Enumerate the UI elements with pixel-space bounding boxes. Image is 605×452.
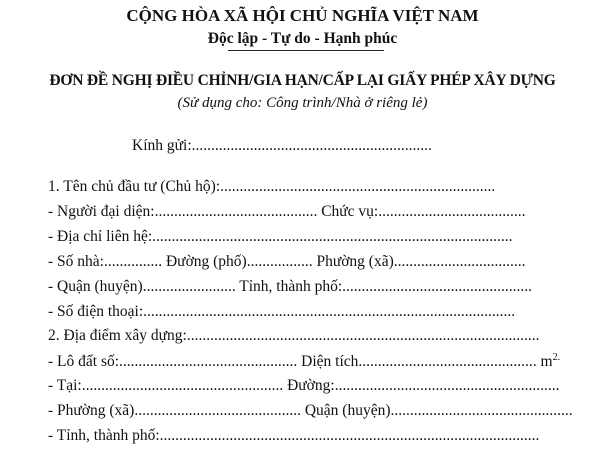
area-unit-superscript: 2. <box>552 352 561 363</box>
form-subtitle: (Sử dụng cho: Công trình/Nhà ở riêng lẻ) <box>177 95 428 111</box>
lot-area-row <box>48 352 596 371</box>
national-title: CỘNG HÒA XÃ HỘI CHỦ NGHĨA VIỆT NAM <box>126 6 479 25</box>
investor-name-line: 1. Tên chủ đầu tư (Chủ hộ):....................................................................... <box>48 178 496 195</box>
ward-district-line: - Phường (xã)........................................... Quận (huyện)............................................... <box>48 402 573 419</box>
construction-location-line: 2. Địa điểm xây dựng:........................................................................................... <box>48 327 540 344</box>
phone-line: - Số điện thoại:................................................................................................ <box>48 303 516 320</box>
recipient-line: Kính gửi:.............................................................. <box>132 137 432 154</box>
motto: Độc lập - Tự do - Hạnh phúc <box>207 30 398 47</box>
form-title: ĐƠN ĐỀ NGHỊ ĐIỀU CHỈNH/GIA HẠN/CẤP LẠI GIẤY PHÉP XÂY DỰNG <box>49 72 556 89</box>
representative-line: - Người đại diện:.......................................... Chức vụ:...................................... <box>48 203 526 220</box>
contact-address-line: - Địa chỉ liên hệ:............................................................................................. <box>48 228 513 245</box>
at-street-line: - Tại:.................................................... Đường:.......................................................... <box>48 377 560 394</box>
province-line: - Tỉnh, thành phố:.................................................................................................. <box>48 427 540 444</box>
lot-area-line: - Lô đất số:.............................................. Diện tích.............................................. m <box>48 353 553 371</box>
house-number-line: - Số nhà:............... Đường (phố)................. Phường (xã).................................. <box>48 253 526 270</box>
district-line: - Quận (huyện)........................ Tỉnh, thành phố:................................................. <box>48 278 533 295</box>
motto-underline <box>228 50 384 51</box>
